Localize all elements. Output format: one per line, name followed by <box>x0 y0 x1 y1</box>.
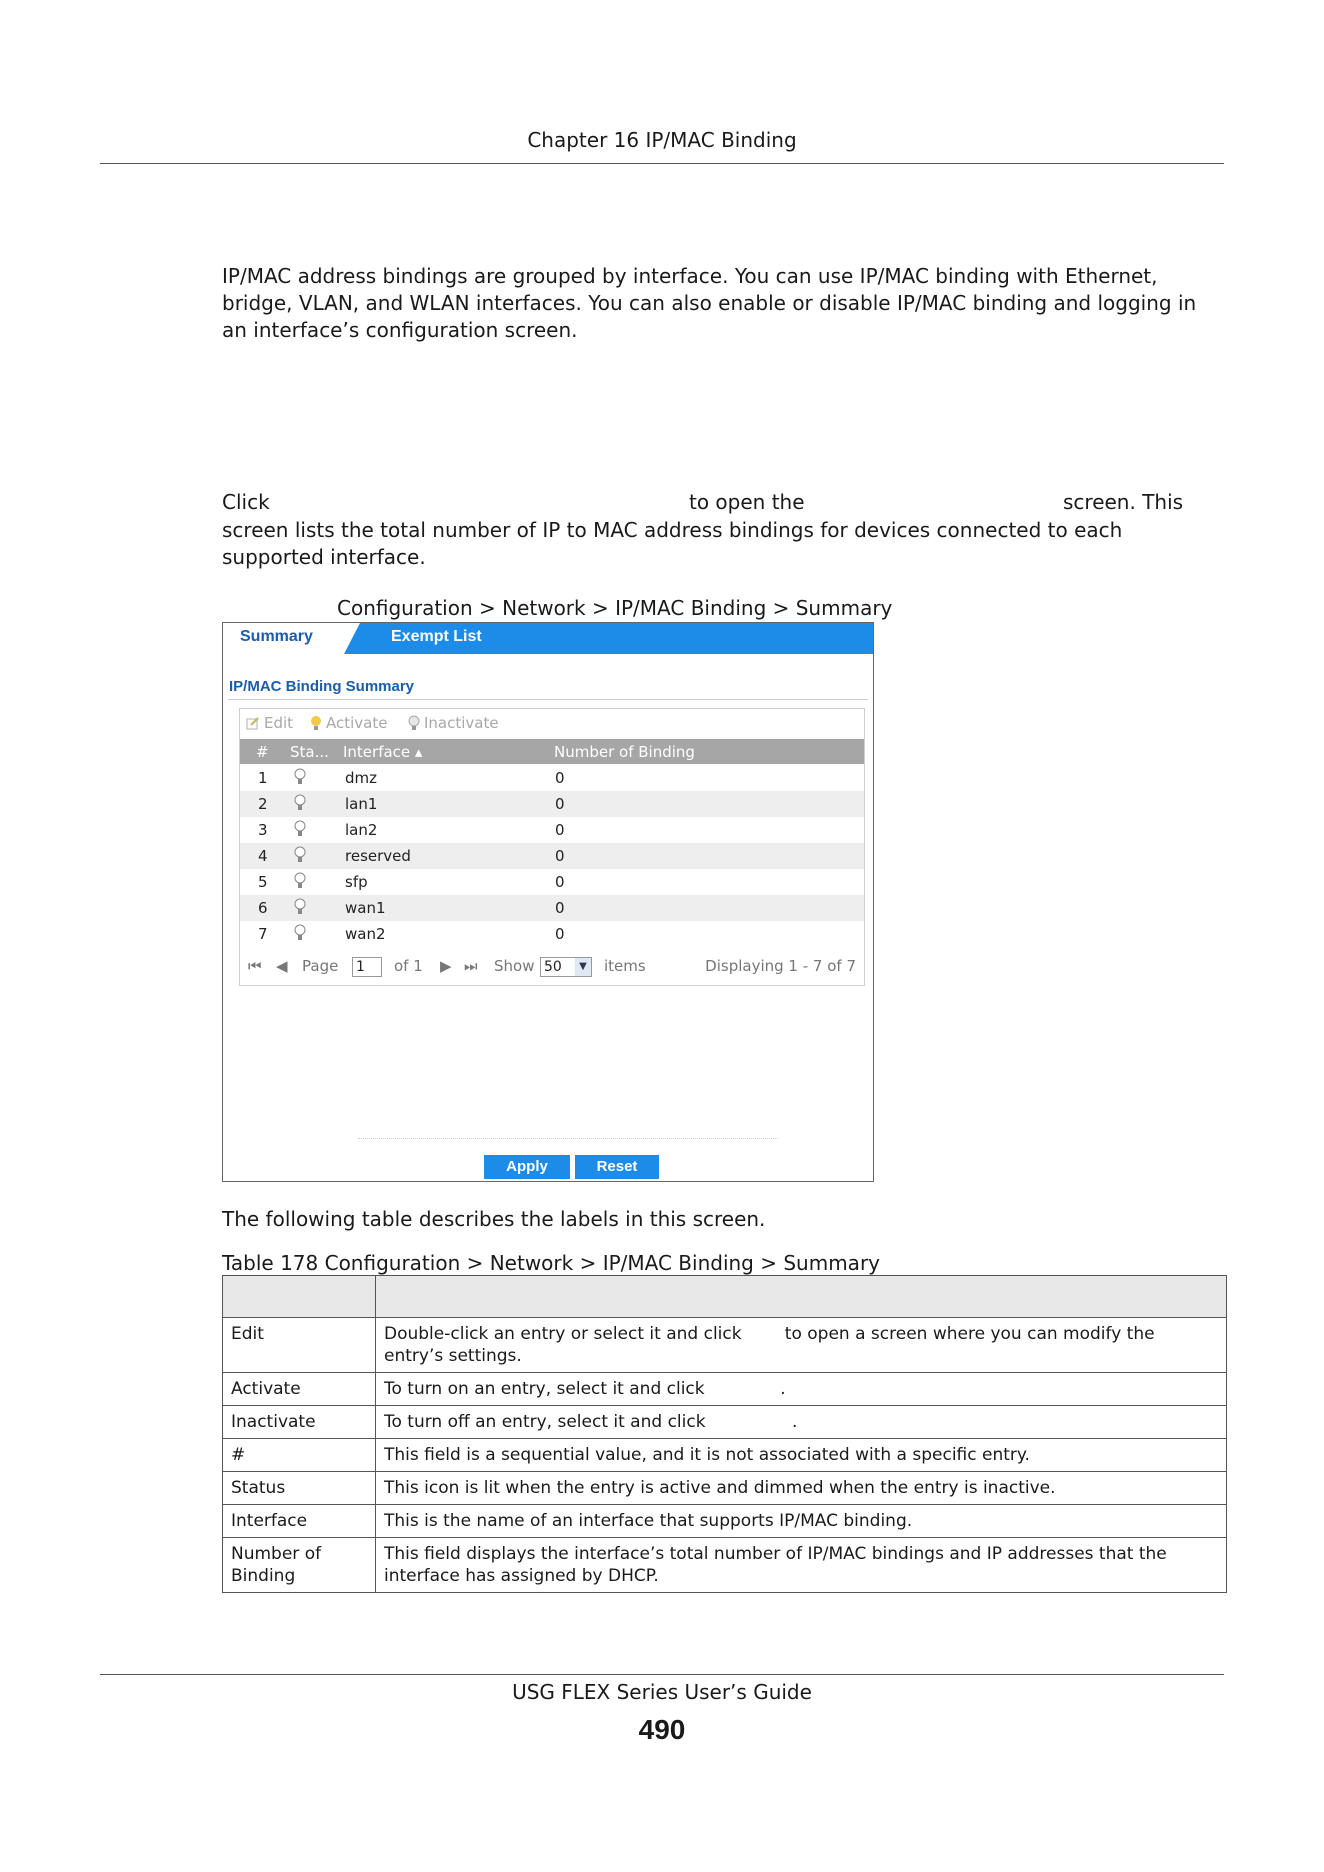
table-row[interactable] <box>240 817 864 843</box>
row-bindings: 0 <box>555 795 565 813</box>
page-size-select[interactable] <box>540 957 592 977</box>
edit-icon <box>246 716 260 730</box>
grid-toolbar <box>240 709 864 737</box>
row-interface: sfp <box>345 873 368 891</box>
tab-exempt-list[interactable]: Exempt List <box>391 628 482 645</box>
figure-caption: Configuration > Network > IP/MAC Binding > Summary <box>337 596 893 620</box>
table-header-label <box>223 1276 376 1318</box>
inactivate-label: Inactivate <box>424 714 499 732</box>
section-title: IP/MAC Binding Summary <box>229 678 415 695</box>
row-bindings: 0 <box>555 821 565 839</box>
page-label: Page <box>302 957 339 975</box>
page-number: 490 <box>638 1714 686 1745</box>
show-label: Show <box>494 957 535 975</box>
chapter-header: Chapter 16 IP/MAC Binding <box>527 128 797 152</box>
row-label: Edit <box>223 1318 376 1373</box>
edit-label: Edit <box>264 714 294 732</box>
pager <box>240 951 864 983</box>
bulb-dim-icon <box>408 715 420 731</box>
row-interface: wan2 <box>345 925 386 943</box>
bulb-lit-icon <box>310 715 322 731</box>
row-bindings: 0 <box>555 899 565 917</box>
to-open-text: to open the <box>689 490 805 514</box>
footer-guide-title: USG FLEX Series User’s Guide <box>512 1680 812 1704</box>
table-row[interactable] <box>240 869 864 895</box>
tab-bar <box>223 623 873 654</box>
summary-screenshot <box>222 622 874 1182</box>
displaying-label: Displaying 1 - 7 of 7 <box>705 957 856 975</box>
status-bulb-icon <box>294 924 306 946</box>
table-intro: The following table describes the labels in this screen. <box>222 1207 766 1231</box>
activate-label: Activate <box>326 714 388 732</box>
row-number: 2 <box>258 795 268 813</box>
col-interface[interactable]: Interface ▴ <box>343 743 423 761</box>
row-bindings: 0 <box>555 769 565 787</box>
table-row[interactable] <box>240 895 864 921</box>
table-row <box>223 1538 1227 1593</box>
row-number: 1 <box>258 769 268 787</box>
first-page-icon[interactable]: ⏮ <box>248 957 262 975</box>
row-label: Activate <box>223 1373 376 1406</box>
prev-page-icon[interactable]: ◀ <box>276 957 288 975</box>
row-label: Status <box>223 1472 376 1505</box>
row-label: # <box>223 1439 376 1472</box>
table-caption: Table 178 Configuration > Network > IP/MAC Binding > Summary <box>222 1251 880 1275</box>
row-description: This field displays the interface’s total number of IP/MAC bindings and IP addresses that the interface has assigned by DHCP. <box>376 1538 1227 1593</box>
row-description: Double-click an entry or select it and click to open a screen where you can modify the entry’s settings. <box>376 1318 1227 1373</box>
row-number: 4 <box>258 847 268 865</box>
table-row <box>223 1505 1227 1538</box>
row-interface: reserved <box>345 847 411 865</box>
row-interface: lan2 <box>345 821 378 839</box>
edit-button[interactable] <box>246 714 293 732</box>
row-interface: wan1 <box>345 899 386 917</box>
footer-rule <box>100 1674 1224 1675</box>
apply-button[interactable]: Apply <box>484 1155 570 1179</box>
col-status[interactable]: Sta... <box>290 743 329 761</box>
table-row[interactable] <box>240 765 864 791</box>
row-bindings: 0 <box>555 925 565 943</box>
row-bindings: 0 <box>555 873 565 891</box>
row-number: 3 <box>258 821 268 839</box>
click-paragraph-rest: screen lists the total number of IP to MAC address bindings for devices connected to each supported interface. <box>222 518 1123 569</box>
table-row <box>223 1472 1227 1505</box>
inactivate-button[interactable] <box>408 714 499 732</box>
col-number[interactable]: # <box>256 743 269 761</box>
row-number: 6 <box>258 899 268 917</box>
table-row <box>223 1406 1227 1439</box>
col-number-of-binding[interactable]: Number of Binding <box>554 743 695 761</box>
intro-paragraph: IP/MAC address bindings are grouped by interface. You can use IP/MAC binding with Ethernet, bridge, VLAN, and WLAN interfaces. You can also enable or disable IP/MAC binding and logging in an interface’s configuration screen. <box>222 264 1197 342</box>
row-description: This field is a sequential value, and it is not associated with a specific entry. <box>376 1439 1227 1472</box>
row-label: Number of Binding <box>223 1538 376 1593</box>
chevron-down-icon: ▼ <box>575 958 591 976</box>
table-row[interactable] <box>240 791 864 817</box>
screen-this-text: screen. This <box>1063 490 1184 514</box>
page-of-label: of 1 <box>394 957 423 975</box>
reset-button[interactable]: Reset <box>575 1155 659 1179</box>
row-description: To turn on an entry, select it and click . <box>376 1373 1227 1406</box>
table-header-row <box>223 1276 1227 1318</box>
table-row <box>223 1318 1227 1373</box>
header-rule <box>100 163 1224 164</box>
tab-summary[interactable]: Summary <box>223 623 344 654</box>
last-page-icon[interactable]: ⏭ <box>464 957 478 975</box>
items-label: items <box>604 957 646 975</box>
row-number: 7 <box>258 925 268 943</box>
row-number: 5 <box>258 873 268 891</box>
status-bulb-icon <box>294 768 306 790</box>
status-bulb-icon <box>294 846 306 868</box>
divider <box>358 1138 778 1139</box>
row-bindings: 0 <box>555 847 565 865</box>
row-label: Inactivate <box>223 1406 376 1439</box>
label-description-table <box>222 1275 1227 1593</box>
binding-grid <box>239 708 865 986</box>
table-row <box>223 1373 1227 1406</box>
table-row[interactable] <box>240 843 864 869</box>
row-interface: dmz <box>345 769 378 787</box>
table-row[interactable] <box>240 921 864 947</box>
page-input[interactable]: 1 <box>352 957 382 977</box>
status-bulb-icon <box>294 872 306 894</box>
status-bulb-icon <box>294 898 306 920</box>
grid-header <box>240 739 864 764</box>
row-label: Interface <box>223 1505 376 1538</box>
next-page-icon[interactable]: ▶ <box>440 957 452 975</box>
row-interface: lan1 <box>345 795 378 813</box>
table-row <box>223 1439 1227 1472</box>
status-bulb-icon <box>294 794 306 816</box>
row-description: This is the name of an interface that supports IP/MAC binding. <box>376 1505 1227 1538</box>
row-description: This icon is lit when the entry is active and dimmed when the entry is inactive. <box>376 1472 1227 1505</box>
status-bulb-icon <box>294 820 306 842</box>
table-header-description <box>376 1276 1227 1318</box>
row-description: To turn off an entry, select it and click . <box>376 1406 1227 1439</box>
click-word: Click <box>222 490 270 514</box>
section-rule <box>228 699 868 700</box>
activate-button[interactable] <box>310 714 387 732</box>
page-size-value: 50 <box>544 959 562 975</box>
